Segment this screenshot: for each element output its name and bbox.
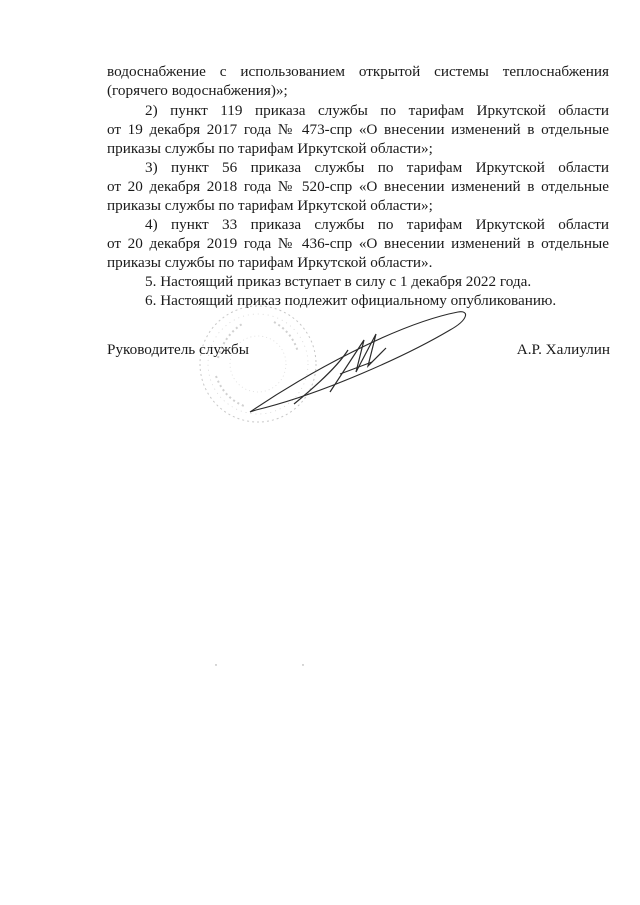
- text-line: приказы службы по тарифам Иркутской области»;: [107, 140, 433, 157]
- text-line: от 20 декабря 2018 года № 520-спр «О внесении изменений в отдельные: [107, 178, 609, 195]
- text-line: 6. Настоящий приказ подлежит официальному опубликованию.: [145, 292, 557, 309]
- text-line: водоснабжение с использованием открытой системы теплоснабжения: [107, 63, 609, 80]
- text-line: приказы службы по тарифам Иркутской области»;: [107, 197, 433, 214]
- text-line: от 19 декабря 2017 года № 473-спр «О внесении изменений в отдельные: [107, 121, 609, 138]
- signer-name: А.Р. Халиулин: [516, 341, 610, 358]
- text-line: приказы службы по тарифам Иркутской области».: [107, 254, 433, 271]
- scan-specks: [212, 662, 312, 668]
- text-line: 3) пункт 56 приказа службы по тарифам Иркутской области: [145, 159, 609, 176]
- text-line: 4) пункт 33 приказа службы по тарифам Иркутской области: [145, 216, 609, 233]
- text-line: (горячего водоснабжения)»;: [107, 82, 288, 99]
- text-line: 5. Настоящий приказ вступает в силу с 1 декабря 2022 года.: [145, 273, 532, 290]
- text-line: от 20 декабря 2019 года № 436-спр «О внесении изменений в отдельные: [107, 235, 609, 252]
- text-line: 2) пункт 119 приказа службы по тарифам Иркутской области: [145, 102, 609, 119]
- handwritten-signature: [236, 300, 472, 418]
- signer-position: Руководитель службы: [107, 341, 249, 358]
